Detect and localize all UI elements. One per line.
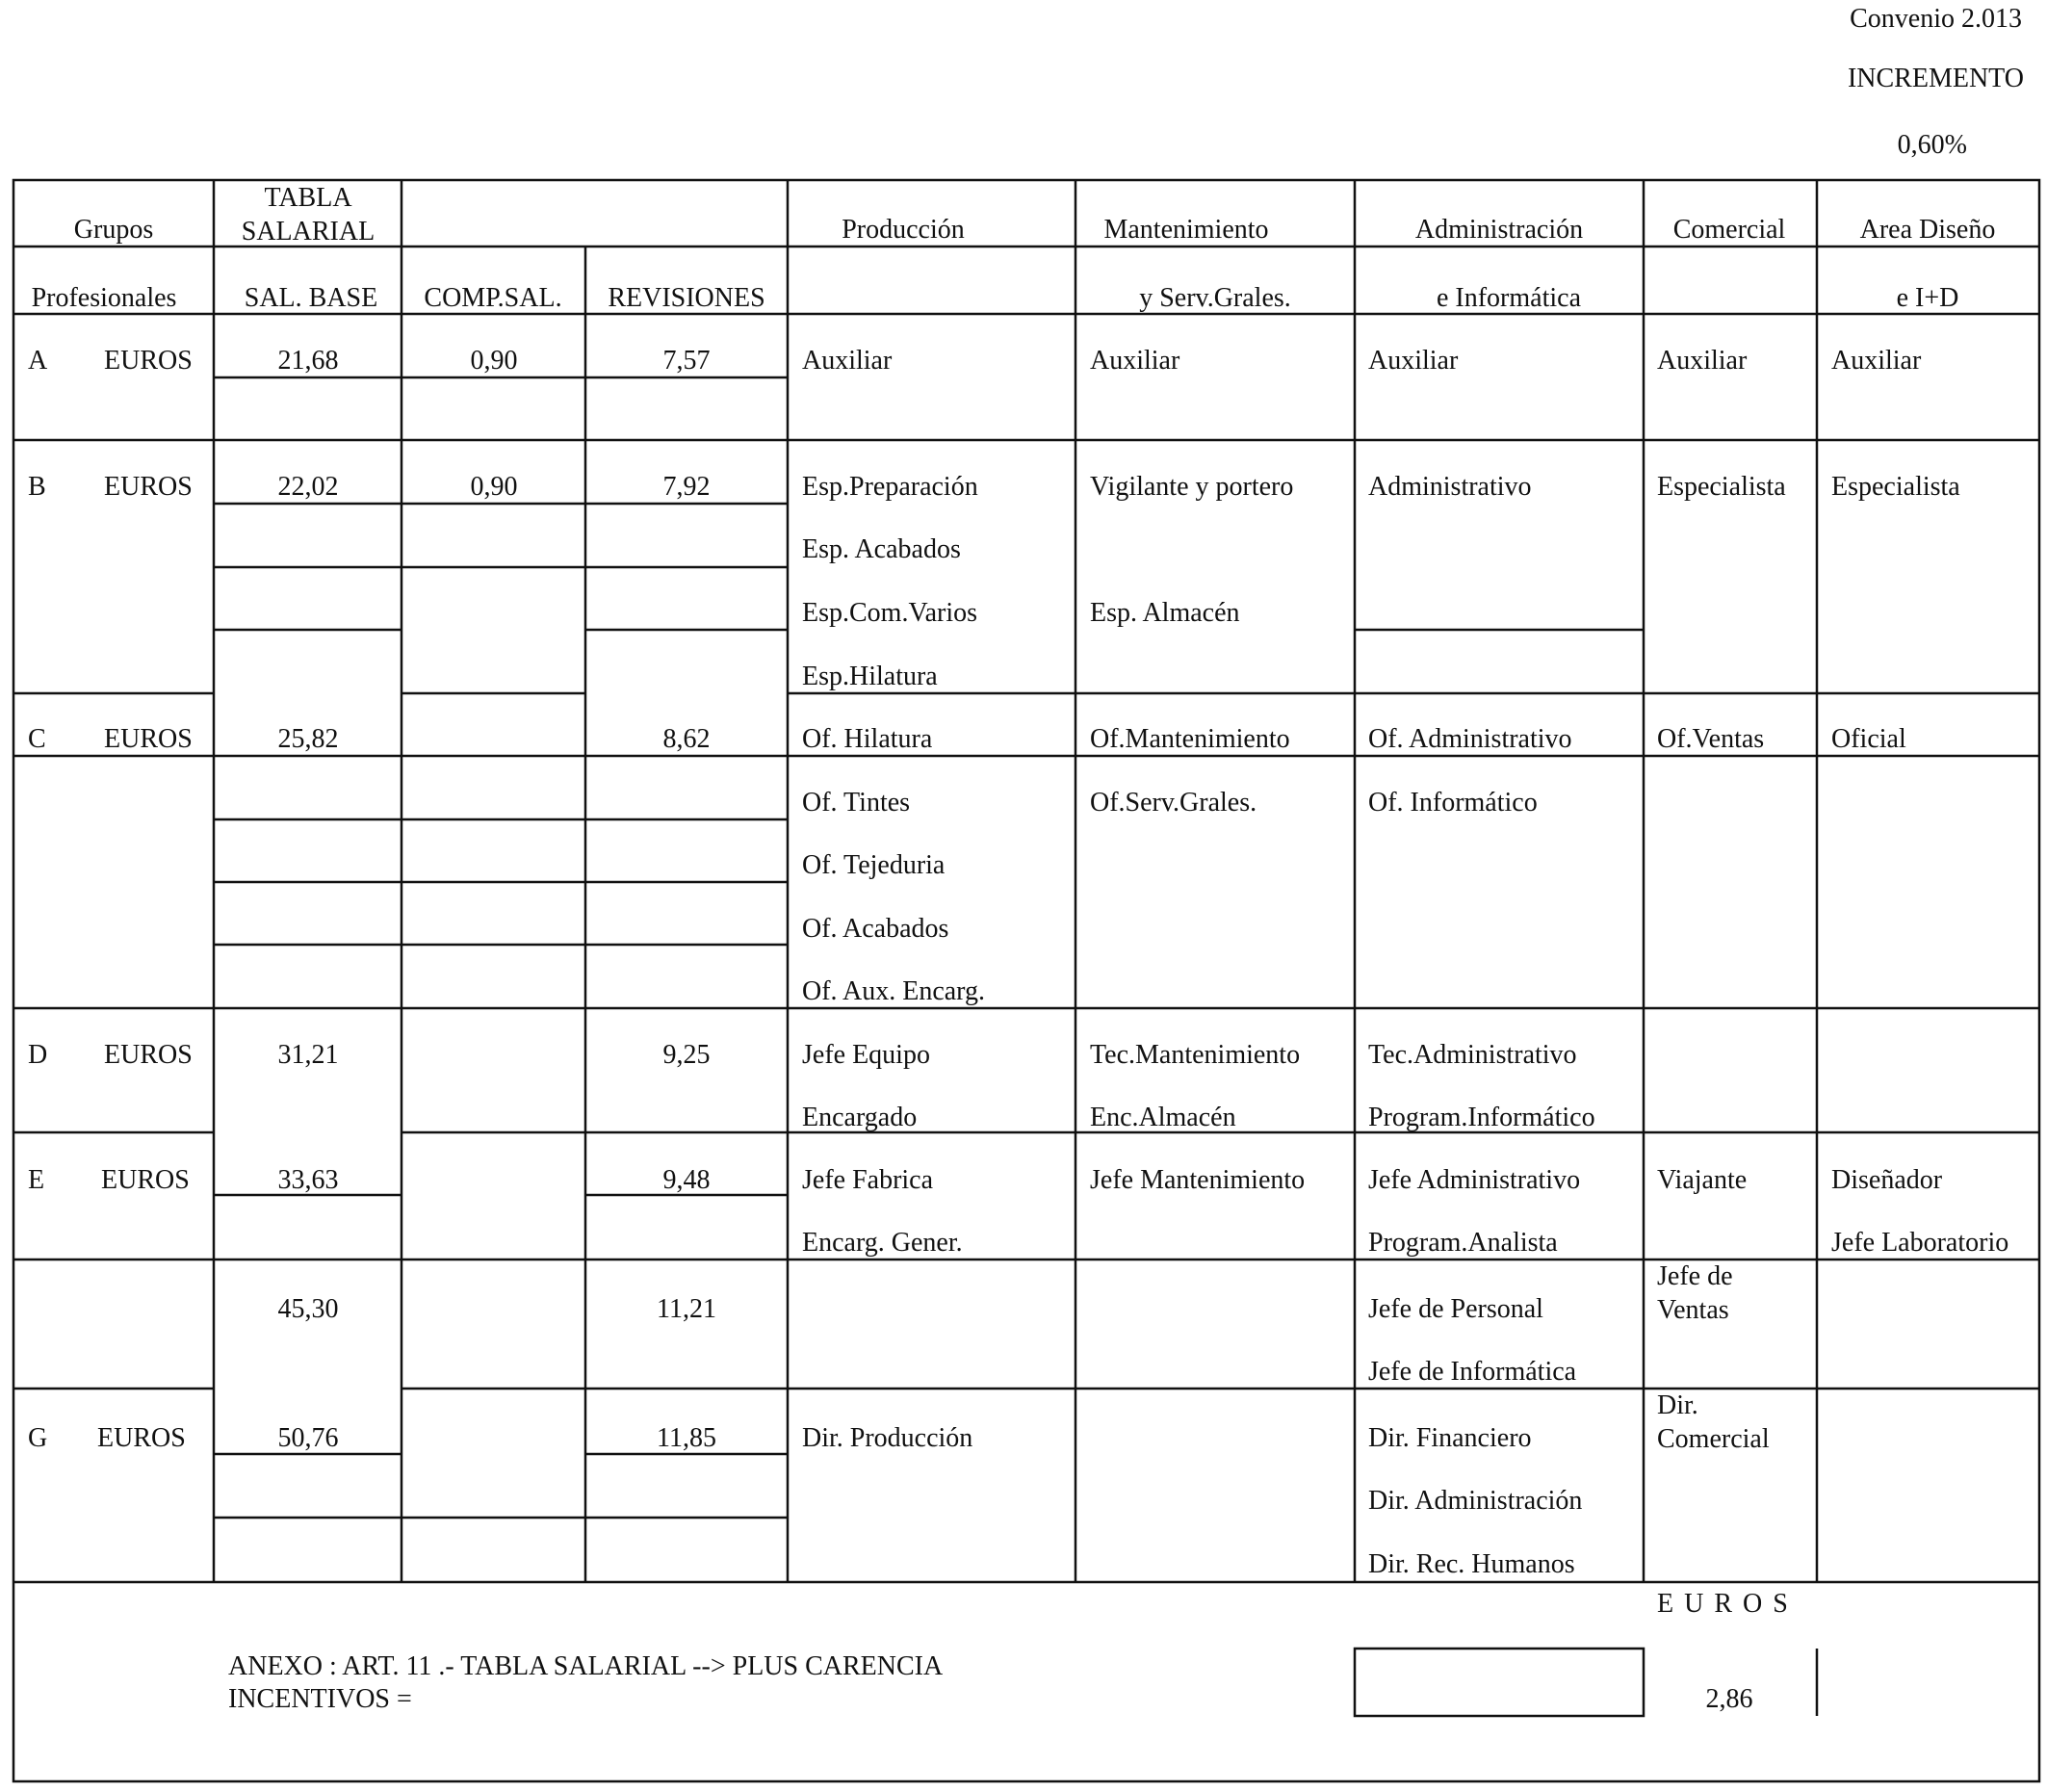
group-e-sal-base: 33,63	[277, 1165, 339, 1195]
group-e-mantenimiento: Jefe Mantenimiento	[1090, 1165, 1306, 1195]
incremento-label: INCREMENTO	[1847, 64, 2024, 93]
group-c-produccion-4: Of. Acabados	[802, 914, 949, 944]
group-b-produccion-3: Esp.Com.Varios	[802, 598, 977, 628]
group-g-administracion-3: Dir. Rec. Humanos	[1368, 1549, 1575, 1579]
group-d-sal-base: 31,21	[277, 1040, 339, 1070]
group-f-sal-base: 45,30	[277, 1294, 339, 1324]
group-b-unit: EUROS	[104, 472, 193, 502]
group-b-mantenimiento-2: Esp. Almacén	[1090, 598, 1240, 628]
group-g-letter: G	[28, 1423, 48, 1453]
group-a-sal-base: 21,68	[277, 346, 339, 376]
group-c-administracion-1: Of. Administrativo	[1368, 724, 1572, 754]
group-a-comp-sal: 0,90	[470, 346, 518, 376]
group-g-sal-base: 50,76	[277, 1423, 339, 1453]
group-f-revisiones: 11,21	[657, 1294, 716, 1324]
group-g-administracion-2: Dir. Administración	[1368, 1486, 1583, 1516]
group-e-administracion-2: Program.Analista	[1368, 1228, 1558, 1258]
group-g-comercial: Dir. Comercial	[1657, 1390, 1770, 1454]
group-a-diseno: Auxiliar	[1831, 346, 1922, 376]
group-e-produccion-1: Jefe Fabrica	[802, 1165, 934, 1195]
group-e-diseno-2: Jefe Laboratorio	[1831, 1228, 2009, 1258]
group-c-produccion-3: Of. Tejeduria	[802, 850, 946, 880]
group-c-administracion-2: Of. Informático	[1368, 788, 1538, 818]
group-d-produccion-1: Jefe Equipo	[802, 1040, 930, 1070]
header-administracion: Administración	[1414, 215, 1584, 245]
group-e-produccion-2: Encarg. Gener.	[802, 1228, 963, 1258]
footer-anexo-text: ANEXO : ART. 11 .- TABLA SALARIAL --> PLUS CARENCIA INCENTIVOS =	[228, 1651, 942, 1714]
group-b-produccion-4: Esp.Hilatura	[802, 662, 938, 691]
group-a-comercial: Auxiliar	[1657, 346, 1748, 376]
group-b-revisiones: 7,92	[662, 472, 711, 502]
group-b-comercial: Especialista	[1657, 472, 1786, 502]
footer-plus-value: 2,86	[1705, 1684, 1753, 1714]
group-g-unit: EUROS	[97, 1423, 186, 1453]
header-informatica: e Informática	[1436, 283, 1582, 313]
group-c-revisiones: 8,62	[662, 724, 711, 754]
header-tabla-salarial: TABLA SALARIAL	[241, 183, 376, 247]
group-e-letter: E	[28, 1165, 45, 1195]
group-c-sal-base: 25,82	[277, 724, 339, 754]
group-d-unit: EUROS	[104, 1040, 193, 1070]
convenio-label: Convenio 2.013	[1850, 4, 2022, 34]
group-d-administracion-1: Tec.Administrativo	[1368, 1040, 1577, 1070]
group-b-comp-sal: 0,90	[470, 472, 518, 502]
group-b-mantenimiento-1: Vigilante y portero	[1090, 472, 1294, 502]
group-a-letter: A	[28, 346, 48, 376]
header-sal-base: SAL. BASE	[244, 283, 378, 313]
header-area-diseno: Area Diseño	[1859, 215, 1996, 245]
group-g-produccion: Dir. Producción	[802, 1423, 973, 1453]
group-c-mantenimiento-1: Of.Mantenimiento	[1090, 724, 1290, 754]
group-c-produccion-1: Of. Hilatura	[802, 724, 933, 754]
group-d-mantenimiento-1: Tec.Mantenimiento	[1090, 1040, 1301, 1070]
group-b-produccion-2: Esp. Acabados	[802, 534, 961, 564]
group-d-letter: D	[28, 1040, 48, 1070]
group-c-mantenimiento-2: Of.Serv.Grales.	[1090, 788, 1257, 818]
incremento-value: 0,60%	[1897, 130, 1967, 160]
group-b-letter: B	[28, 472, 46, 502]
group-d-mantenimiento-2: Enc.Almacén	[1090, 1103, 1236, 1132]
header-mantenimiento: Mantenimiento	[1103, 215, 1269, 245]
group-c-diseno: Oficial	[1831, 724, 1906, 754]
header-profesionales: Profesionales	[31, 283, 177, 313]
footer-euros-label: E U R O S	[1657, 1589, 1790, 1619]
header-serv-grales: y Serv.Grales.	[1139, 283, 1291, 313]
group-b-administracion: Administrativo	[1368, 472, 1532, 502]
group-f-comercial: Jefe de Ventas	[1657, 1261, 1733, 1325]
group-d-revisiones: 9,25	[662, 1040, 711, 1070]
group-c-produccion-5: Of. Aux. Encarg.	[802, 976, 985, 1006]
header-comercial: Comercial	[1672, 215, 1786, 245]
group-a-unit: EUROS	[104, 346, 193, 376]
group-g-revisiones: 11,85	[657, 1423, 716, 1453]
group-g-administracion-1: Dir. Financiero	[1368, 1423, 1532, 1453]
group-b-produccion-1: Esp.Preparación	[802, 472, 978, 502]
group-d-administracion-2: Program.Informático	[1368, 1103, 1595, 1132]
group-c-unit: EUROS	[104, 724, 193, 754]
header-produccion: Producción	[842, 215, 965, 245]
group-c-comercial: Of.Ventas	[1657, 724, 1765, 754]
group-c-produccion-2: Of. Tintes	[802, 788, 911, 818]
group-e-administracion-1: Jefe Administrativo	[1368, 1165, 1581, 1195]
group-d-produccion-2: Encargado	[802, 1103, 918, 1132]
header-revisiones: REVISIONES	[608, 283, 765, 313]
group-e-unit: EUROS	[101, 1165, 190, 1195]
group-e-diseno-1: Diseñador	[1831, 1165, 1943, 1195]
group-f-administracion-2: Jefe de Informática	[1368, 1357, 1577, 1387]
group-b-diseno: Especialista	[1831, 472, 1960, 502]
group-a-mantenimiento: Auxiliar	[1090, 346, 1180, 376]
group-a-administracion: Auxiliar	[1368, 346, 1459, 376]
group-a-revisiones: 7,57	[662, 346, 711, 376]
group-a-produccion: Auxiliar	[802, 346, 893, 376]
header-grupos: Grupos	[73, 215, 154, 245]
header-id: e I+D	[1896, 283, 1959, 313]
group-e-revisiones: 9,48	[662, 1165, 711, 1195]
group-c-letter: C	[28, 724, 46, 754]
group-e-comercial: Viajante	[1657, 1165, 1748, 1195]
group-f-administracion-1: Jefe de Personal	[1368, 1294, 1543, 1324]
header-comp-sal: COMP.SAL.	[424, 283, 562, 313]
group-b-sal-base: 22,02	[277, 472, 339, 502]
